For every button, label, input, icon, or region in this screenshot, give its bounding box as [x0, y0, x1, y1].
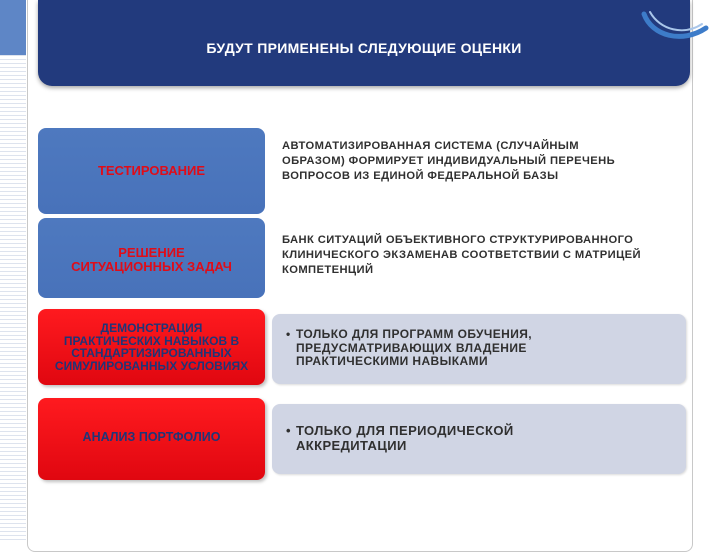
assessment-label-portfolio [83, 431, 221, 448]
note-box-practical-skills [272, 314, 686, 384]
description-line: ВОПРОСОВ ИЗ ЕДИНОЙ ФЕДЕРАЛЬНОЙ БАЗЫ [282, 170, 559, 182]
header-banner [38, 0, 690, 86]
left-blue-accent [0, 0, 26, 55]
description-line: АВТОМАТИЗИРОВАННАЯ СИСТЕМА (СЛУЧАЙНЫМ [282, 140, 579, 152]
label-line: ПРАКТИЧЕСКИХ НАВЫКОВ В [63, 333, 240, 348]
bullet-icon: • [286, 423, 291, 438]
note-text: ТОЛЬКО ДЛЯ ПРОГРАММ ОБУЧЕНИЯ, [296, 327, 532, 341]
note-line: АККРЕДИТАЦИИ [296, 438, 407, 453]
label-line: ДЕМОНСТРАЦИЯ [100, 321, 203, 335]
assessment-box-practical-skills [38, 309, 265, 385]
note-line: ПРАКТИЧЕСКИМИ НАВЫКАМИ [296, 354, 488, 368]
assessment-label-testing [98, 164, 205, 178]
description-line: ОБРАЗОМ) ФОРМИРУЕТ ИНДИВИДУАЛЬНЫЙ ПЕРЕЧЕНЬ [282, 155, 616, 167]
description-testing [282, 139, 615, 184]
page-title: БУДУТ ПРИМЕНЕНЫ СЛЕДУЮЩИЕ ОЦЕНКИ [206, 40, 522, 56]
description-line: КЛИНИЧЕСКОГО ЭКЗАМЕНАВ СООТВЕТСТВИИ С МАТРИЦЕЙ [282, 249, 641, 261]
note-practical-skills [286, 328, 532, 369]
assessment-box-testing [38, 128, 265, 214]
note-line [286, 423, 514, 438]
swoosh-logo-icon [640, 8, 720, 48]
description-line: КОМПЕТЕНЦИЙ [282, 264, 374, 276]
label-line: ТЕСТИРОВАНИЕ [97, 163, 206, 178]
description-line: БАНК СИТУАЦИЙ ОБЪЕКТИВНОГО СТРУКТУРИРОВАННОГО [282, 234, 634, 246]
assessment-label-practical-skills [55, 322, 248, 372]
left-decorative-strip [0, 0, 26, 540]
assessment-label-situational-tasks [71, 242, 232, 274]
label-line: СИМУЛИРОВАННЫХ УСЛОВИЯХ [54, 358, 249, 373]
label-line: РЕШЕНИЕ [118, 245, 185, 260]
note-box-portfolio [272, 404, 686, 474]
note-portfolio [286, 423, 514, 453]
label-line: СТАНДАРТИЗИРОВАННЫХ [71, 346, 232, 360]
bullet-icon: • [286, 327, 291, 341]
assessment-box-situational-tasks [38, 218, 265, 298]
note-line: ПРЕДУСМАТРИВАЮЩИХ ВЛАДЕНИЕ [296, 340, 527, 355]
assessment-box-portfolio [38, 398, 265, 480]
label-line: СИТУАЦИОННЫХ ЗАДАЧ [71, 259, 232, 274]
description-situational-tasks [282, 233, 641, 278]
note-text: ТОЛЬКО ДЛЯ ПЕРИОДИЧЕСКОЙ [296, 423, 514, 438]
note-line [286, 328, 532, 342]
label-line: АНАЛИЗ ПОРТФОЛИО [82, 429, 221, 444]
